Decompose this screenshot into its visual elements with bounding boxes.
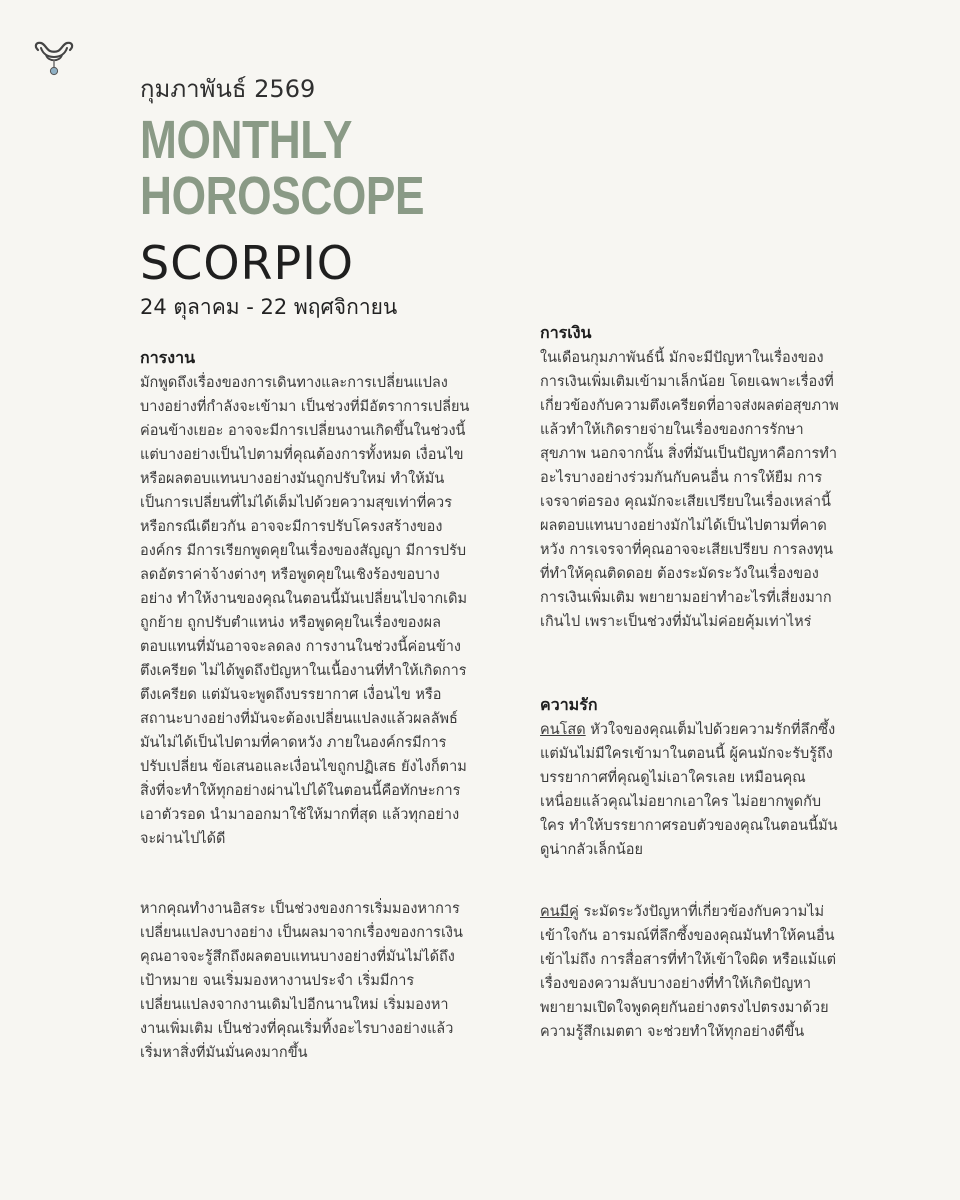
title-line-1: MONTHLY [140, 110, 352, 170]
couple-text: ระมัดระวังปัญหาที่เกี่ยวข้องกับความไม่เข้าใจกัน อารมณ์ที่ลึกซึ้งของคุณมันทำให้คนอื่นเข้าไม่ถึง การสื่อสารที่ทำให้เข้าใจผิด หรือแม้แต่เรื่องของความลับบางอย่างที่ทำให้เกิดปัญหา พยายามเปิดใจพูดคุยกันอย่างตรงไปตรงมาด้วยความรู้สึกเมตตา จะช่วยทำให้ทุกอย่างดีขึ้น [540, 904, 837, 1040]
love-single-paragraph [540, 718, 840, 862]
work-section [140, 345, 470, 1089]
sign-name: SCORPIO [140, 236, 354, 290]
finance-love-column [540, 320, 840, 1068]
month-label: กุมภาพันธ์ 2569 [140, 75, 316, 103]
title-line-2: HOROSCOPE [140, 166, 425, 226]
date-range: 24 ตุลาคม - 22 พฤศจิกายน [140, 295, 398, 319]
single-text: หัวใจของคุณเต็มไปด้วยความรักที่ลึกซึ้ง แต่มันไม่มีใครเข้ามาในตอนนี้ ผู้คนมักจะรับรู้ถึงบรรยากาศที่คุณดูไม่เอาใครเลย เหมือนคุณเหนื่อยแล้วคุณไม่อยากเอาใคร ไม่อยากพูดกับใคร ทำให้บรรยากาศรอบตัวของคุณในตอนนี้มันดูน่ากลัวเล็กน้อย [540, 722, 838, 858]
love-heading: ความรัก [540, 695, 598, 714]
love-couple-paragraph [540, 900, 840, 1044]
work-paragraph-1: มักพูดถึงเรื่องของการเดินทางและการเปลี่ยนแปลงบางอย่างที่กำลังจะเข้ามา เป็นช่วงที่มีอัตราการเปลี่ยนค่อนข้างเยอะ อาจจะมีการเปลี่ยนงานเกิดขึ้นในช่วงนี้ แต่บางอย่างเป็นไปตามที่คุณต้องการทั้งหมด เงื่อนไขหรือผลตอบแทนบางอย่างมันถูกปรับใหม่ ทำให้มันเป็นการเปลี่ยนที่ไม่ได้เต็มไปด้วยความสุขเท่าที่ควร หรือกรณีเดียวกัน อาจจะมีการปรับโครงสร้างขององค์กร มีการเรียกพูดคุยในเรื่องของสัญญา มีการปรับลดอัตราค่าจ้างต่างๆ หรือพูดคุยในเชิงร้องขอบางอย่าง ทำให้งานของคุณในตอนนี้มันเปลี่ยนไปจากเดิม ถูกย้าย ถูกปรับตำแหน่ง หรือพูดคุยในเรื่องของผลตอบแทนที่มันอาจจะลดลง การงานในช่วงนี้ค่อนข้างตึงเครียด ไม่ได้พูดถึงปัญหาในเนื้องานที่ทำให้เกิดการตึงเครียด แต่มันจะพูดถึงบรรยากาศ เงื่อนไข หรือสถานะบางอย่างที่มันจะต้องเปลี่ยนแปลงแล้วผลลัพธ์มันไม่ได้เป็นไปตามที่คาดหวัง ภายในองค์กรมีการปรับเปลี่ยน ข้อเสนอและเงื่อนไขถูกปฏิเสธ ยังไงก็ตาม สิ่งที่จะทำให้ทุกอย่างผ่านไปได้ในตอนนี้คือทักษะการเอาตัวรอด นำมาออกมาใช้ให้มากที่สุด แล้วทุกอย่างจะผ่านไปได้ดี [140, 375, 470, 847]
scorpio-symbol-icon [32, 40, 76, 78]
work-heading: การงาน [140, 348, 195, 367]
finance-heading: การเงิน [540, 323, 592, 342]
finance-paragraph: ในเดือนกุมภาพันธ์นี้ มักจะมีปัญหาในเรื่องของการเงินเพิ่มเติมเข้ามาเล็กน้อย โดยเฉพาะเรื่องที่เกี่ยวข้องกับความตึงเครียดที่อาจส่งผลต่อสุขภาพ แล้วทำให้เกิดรายจ่ายในเรื่องของการรักษาสุขภาพ นอกจากนั้น สิ่งที่มันเป็นปัญหาคือการทำอะไรบางอย่างร่วมกันกับคนอื่น การให้ยืม การเจรจาต่อรอง คุณมักจะเสียเปรียบในเรื่องเหล่านี้ ผลตอบแทนบางอย่างมักไม่ได้เป็นไปตามที่คาดหวัง การเจรจาที่คุณอาจจะเสียเปรียบ การลงทุนที่ทำให้คุณติดดอย ต้องระมัดระวังในเรื่องของการเงินเพิ่มเติม พยายามอย่าทำอะไรที่เสี่ยงมากเกินไป เพราะเป็นช่วงที่มันไม่ค่อยคุ้มเท่าไหร่ [540, 350, 839, 630]
couple-label: คนมีคู่ [540, 904, 579, 920]
single-label: คนโสด [540, 722, 586, 738]
header [140, 72, 560, 322]
work-paragraph-2: หากคุณทำงานอิสระ เป็นช่วงของการเริ่มมองหาการเปลี่ยนแปลงบางอย่าง เป็นผลมาจากเรื่องของการเงิน คุณอาจจะรู้สึกถึงผลตอบแทนบางอย่างที่มันไม่ได้ถึงเป้าหมาย จนเริ่มมองหางานประจำ เริ่มมีการเปลี่ยนแปลงจากงานเดิมไปอีกนานใหม่ เริ่มมองหางานเพิ่มเติม เป็นช่วงที่คุณเริ่มทิ้งอะไรบางอย่างแล้วเริ่มหาสิ่งที่มันมั่นคงมากขึ้น [140, 901, 463, 1061]
